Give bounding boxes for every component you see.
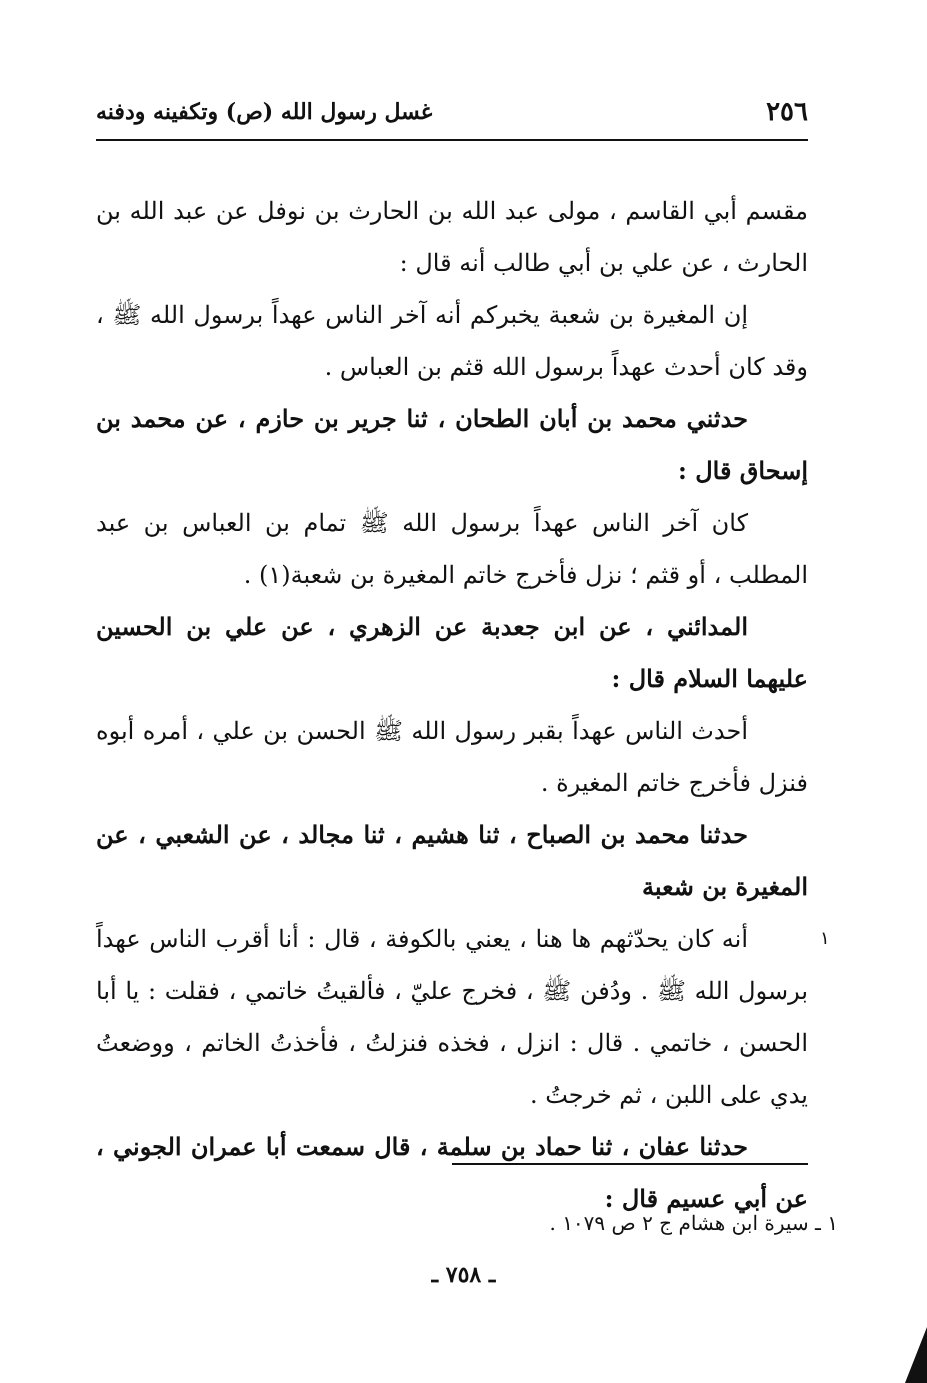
paragraph: أحدث الناس عهداً بقبر رسول الله ﷺ الحسن بن علي ، أمره أبوه فنزل فأخرج خاتم المغيرة . [96, 717, 808, 797]
page-number: ٢٥٦ [766, 97, 808, 127]
corner-mark [905, 1327, 927, 1383]
margin-note-marker: ١ [820, 928, 830, 949]
paragraph: مقسم أبي القاسم ، مولى عبد الله بن الحارث بن نوفل عن عبد الله بن الحارث ، عن علي بن أبي طالب أنه قال : [96, 197, 809, 277]
paragraph: حدثني محمد بن أبان الطحان ، ثنا جرير بن حازم ، عن محمد بن إسحاق قال : [96, 404, 808, 485]
running-title: غسل رسول الله (ص) وتكفينه ودفنه [96, 99, 433, 125]
paragraph: كان آخر الناس عهداً برسول الله ﷺ تمام بن العباس بن عبد المطلب ، أو قثم ؛ نزل فأخرج خاتم المغيرة بن شعبة(١) . [96, 509, 808, 589]
paragraph: حدثنا محمد بن الصباح ، ثنا هشيم ، ثنا مجالد ، عن الشعبي ، عن المغيرة بن شعبة [96, 820, 808, 901]
main-text [96, 185, 808, 1225]
footnote: ١ ـ سيرة ابن هشام ج ٢ ص ١٠٧٩ . [549, 1211, 838, 1235]
paragraph: أنه كان يحدّثهم ها هنا ، يعني بالكوفة ، قال : أنا أقرب الناس عهداً برسول الله ﷺ . ودُفن ﷺ ، فخرج عليّ ، فألقيتُ خاتمي ، فقلت : يا أبا الحسن ، خاتمي . قال : انزل ، فخذه فنزلتُ ، فأخذتُ الخاتم ، ووضعتُ يدي على اللبن ، ثم خرجتُ . [96, 925, 808, 1109]
paragraph: إن المغيرة بن شعبة يخبركم أنه آخر الناس عهداً برسول الله ﷺ ، وقد كان أحدث عهداً برسول الله قثم بن العباس . [96, 301, 808, 381]
page-header [96, 92, 808, 132]
footer-page-number: ـ ٧٥٨ ـ [431, 1262, 496, 1288]
paragraph: حدثنا عفان ، ثنا حماد بن سلمة ، قال سمعت أبا عمران الجوني ، عن أبي عسيم قال : [96, 1132, 808, 1213]
paragraph: المدائني ، عن ابن جعدبة عن الزهري ، عن علي بن الحسين عليهما السلام قال : [96, 612, 808, 693]
header-rule [96, 139, 808, 141]
footnote-rule [452, 1163, 808, 1165]
